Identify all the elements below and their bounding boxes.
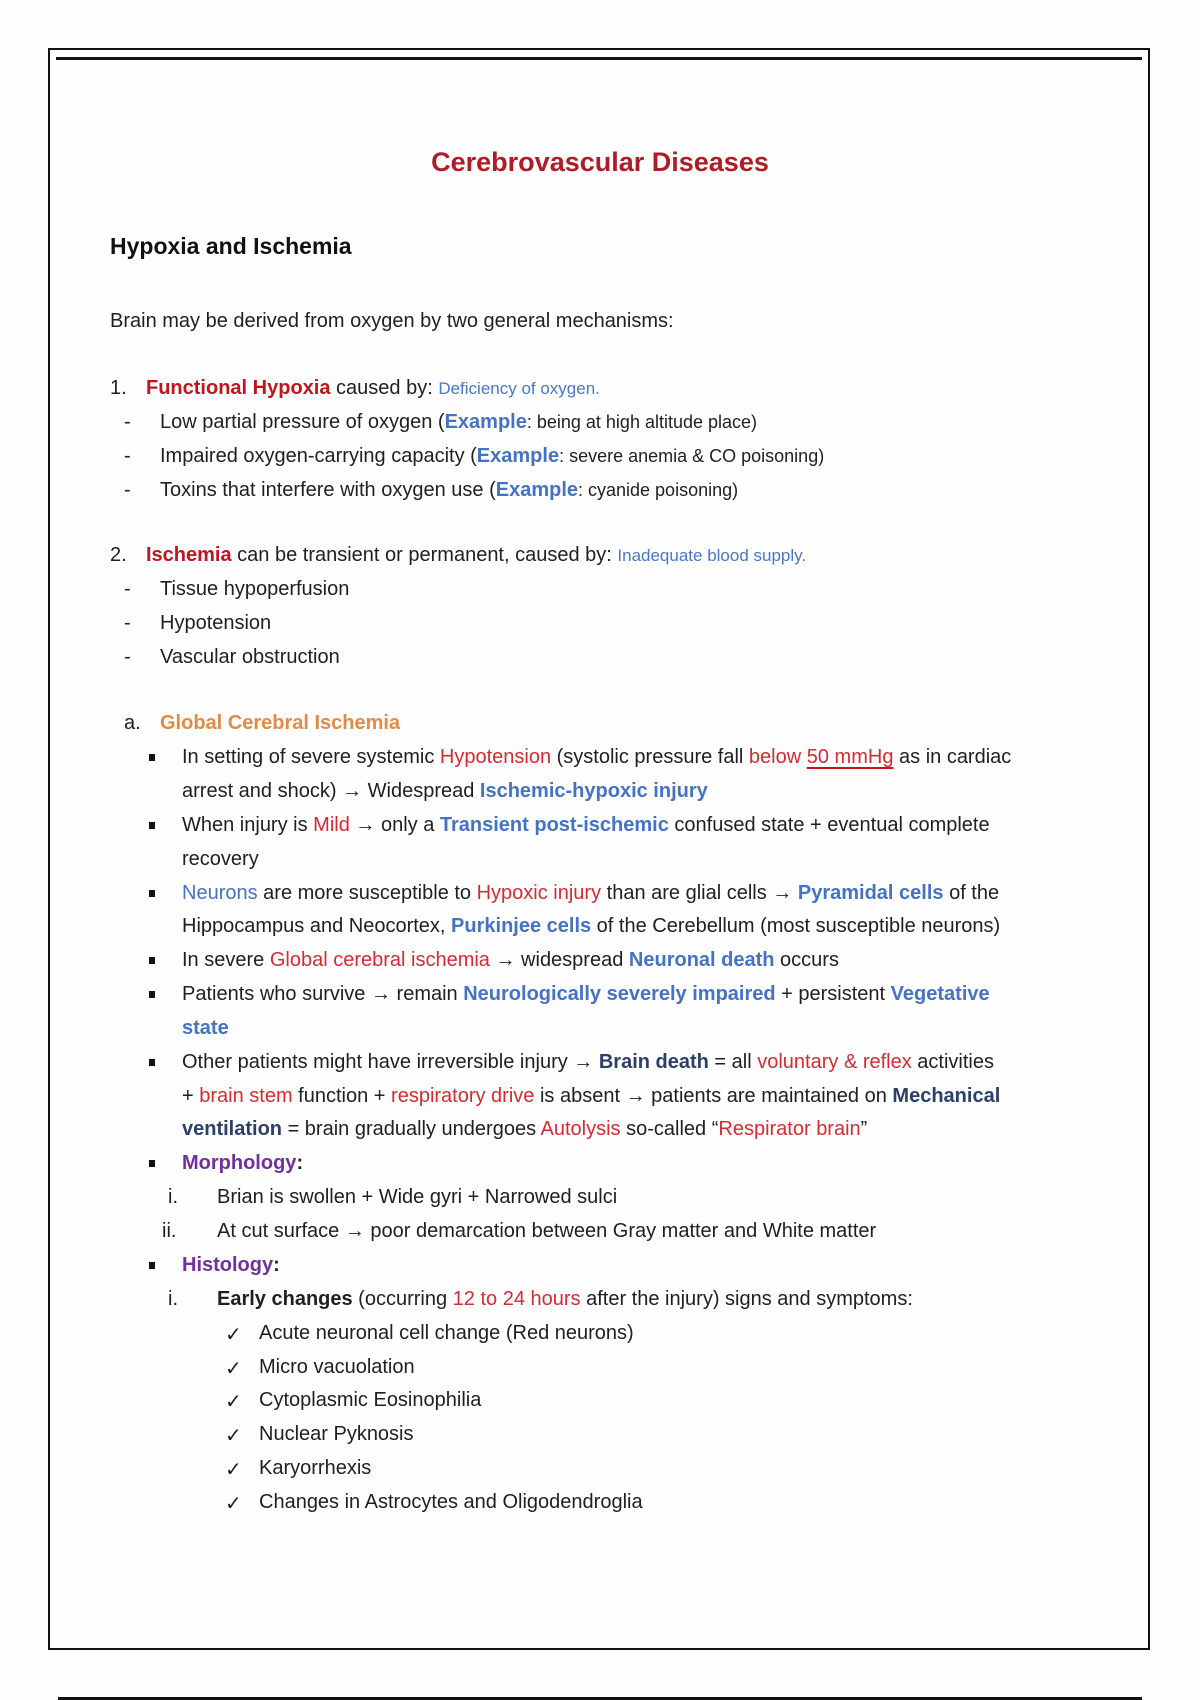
dash-marker: -: [124, 445, 131, 467]
check-icon: ✓: [225, 1358, 242, 1380]
text: (systolic pressure fall: [551, 746, 749, 768]
term-pyramidal-cells: Pyramidal cells: [797, 882, 944, 904]
note-text: Deficiency of oxygen.: [438, 379, 600, 398]
dash-marker: -: [124, 612, 131, 634]
text: = brain gradually undergoes: [282, 1118, 541, 1140]
text: of the: [943, 882, 1000, 904]
check-icon: ✓: [225, 1425, 242, 1447]
term-hypotension: Hypotension: [439, 746, 552, 768]
bullet-line: [182, 746, 1011, 769]
text: When injury is: [182, 814, 314, 836]
text: Patients who survive → remain: [182, 983, 464, 1005]
term-brain-stem: brain stem: [199, 1085, 293, 1107]
term-transient-post-ischemic: Transient post-ischemic: [439, 814, 669, 836]
text: → only a: [349, 814, 440, 836]
bullet-line-cont: [182, 1085, 1000, 1108]
text: +: [182, 1085, 200, 1107]
term-purkinjee-cells: Purkinjee cells: [451, 915, 592, 937]
dash-marker: -: [124, 578, 131, 600]
colon: :: [273, 1254, 280, 1276]
check-icon: ✓: [225, 1391, 242, 1413]
text: arrest and shock) → Widespread: [182, 780, 480, 802]
page-top-rule: [56, 57, 1142, 60]
bullet-line-cont: [182, 915, 1000, 938]
early-changes-label: Early changes: [217, 1288, 353, 1310]
example-text: : being at high altitude place): [526, 412, 758, 432]
bullet-line-cont: [182, 1118, 867, 1141]
sub-item: [160, 445, 824, 468]
text: + persistent: [775, 983, 891, 1005]
example-label: Example: [476, 445, 560, 467]
term-voluntary-reflex: voluntary & reflex: [757, 1051, 912, 1073]
check-item: Changes in Astrocytes and Oligodendroglia: [259, 1491, 643, 1513]
bullet-square: [149, 1262, 155, 1269]
bullet-line-cont: recovery: [182, 848, 259, 870]
document-title: Cerebrovascular Diseases: [431, 147, 769, 177]
check-icon: ✓: [225, 1493, 242, 1515]
bullet-square: [149, 754, 155, 761]
item-text: caused by:: [330, 377, 439, 399]
term-neurons: Neurons: [182, 882, 258, 904]
term-neurologically-impaired: Neurologically severely impaired: [463, 983, 776, 1005]
term-neuronal-death: Neuronal death: [628, 949, 775, 971]
sub-letter-a: a.: [124, 712, 141, 734]
term-50mmhg: 50 mmHg: [806, 746, 894, 768]
colon: :: [296, 1152, 304, 1174]
term-ischemic-hypoxic-injury: Ischemic-hypoxic injury: [479, 780, 708, 802]
bullet-line-cont: state: [182, 1017, 229, 1039]
bullet-line: [182, 814, 990, 837]
bullet-line: [182, 882, 999, 905]
term-hours: 12 to 24 hours: [452, 1288, 581, 1310]
sub-item: [160, 411, 757, 434]
check-item: Karyorrhexis: [259, 1457, 372, 1479]
text: of the Cerebellum (most susceptible neurons): [591, 915, 1001, 937]
roman-marker: i.: [168, 1186, 178, 1208]
dash-marker: -: [124, 479, 131, 501]
morphology-item: Brian is swollen + Wide gyri + Narrowed sulci: [217, 1186, 618, 1208]
text: is absent → patients are maintained on: [534, 1085, 893, 1107]
bullet-square: [149, 957, 155, 964]
text: occurs: [774, 949, 839, 971]
text: function +: [292, 1085, 392, 1107]
histology-label: Histology: [182, 1254, 274, 1276]
term-respirator-brain: Respirator brain: [718, 1118, 861, 1140]
text: In setting of severe systemic: [182, 746, 440, 768]
term-ischemia: Ischemia: [146, 544, 232, 566]
item-text: can be transient or permanent, caused by:: [231, 544, 618, 566]
term-vegetative: Vegetative: [890, 983, 990, 1005]
check-item: Nuclear Pyknosis: [259, 1423, 414, 1445]
example-text: : severe anemia & CO poisoning): [559, 446, 825, 466]
early-changes-line: [217, 1288, 913, 1311]
term-brain-death: Brain death: [598, 1051, 709, 1073]
example-label: Example: [495, 479, 578, 501]
text: than are glial cells →: [601, 882, 798, 904]
histology-heading: [182, 1254, 280, 1277]
intro-text: Brain may be derived from oxygen by two general mechanisms:: [110, 310, 674, 332]
sub-text: Toxins that interfere with oxygen use (: [160, 479, 496, 501]
roman-marker: i.: [168, 1288, 178, 1310]
sub-item: Vascular obstruction: [160, 646, 340, 668]
dash-marker: -: [124, 646, 131, 668]
morphology-item: At cut surface → poor demarcation between Gray matter and White matter: [217, 1220, 877, 1242]
sub-item: Hypotension: [160, 612, 272, 634]
text: as in cardiac: [893, 746, 1012, 768]
text: Hippocampus and Neocortex,: [182, 915, 452, 937]
bullet-square: [149, 991, 155, 998]
text: → widespread: [489, 949, 629, 971]
check-icon: ✓: [225, 1324, 242, 1346]
text: ”: [860, 1118, 868, 1140]
example-label: Example: [444, 411, 527, 433]
morphology-label: Morphology: [182, 1152, 297, 1174]
check-item: Cytoplasmic Eosinophilia: [259, 1389, 482, 1411]
bullet-line-cont: [182, 780, 708, 803]
bullet-square: [149, 1059, 155, 1066]
term-ventilation: ventilation: [182, 1118, 283, 1140]
section-heading: Hypoxia and Ischemia: [110, 233, 352, 259]
sub-text: Impaired oxygen-carrying capacity (: [160, 445, 477, 467]
term-global-cerebral-ischemia: Global cerebral ischemia: [269, 949, 490, 971]
sub-item: Tissue hypoperfusion: [160, 578, 350, 600]
bullet-square: [149, 1160, 155, 1167]
check-item: Acute neuronal cell change (Red neurons): [259, 1322, 634, 1344]
list-item-functional-hypoxia: [146, 377, 600, 400]
text: are more susceptible to: [257, 882, 477, 904]
global-ischemia-heading: Global Cerebral Ischemia: [160, 712, 401, 734]
text: so-called “: [620, 1118, 719, 1140]
morphology-heading: [182, 1152, 303, 1175]
text: In severe: [182, 949, 270, 971]
term-below: below: [748, 746, 802, 768]
check-icon: ✓: [225, 1459, 242, 1481]
bullet-line: [182, 1051, 994, 1074]
list-number-1: 1.: [110, 377, 127, 399]
bullet-line: [182, 949, 839, 972]
term-mild: Mild: [313, 814, 350, 836]
term-autolysis: Autolysis: [540, 1118, 621, 1140]
text: after the injury) signs and symptoms:: [580, 1288, 913, 1310]
bullet-square: [149, 822, 155, 829]
example-text: : cyanide poisoning): [578, 480, 739, 500]
check-item: Micro vacuolation: [259, 1356, 415, 1378]
list-item-ischemia: [146, 544, 806, 567]
dash-marker: -: [124, 411, 131, 433]
note-text: Inadequate blood supply.: [617, 546, 807, 565]
text: (occurring: [352, 1288, 453, 1310]
term-functional-hypoxia: Functional Hypoxia: [146, 377, 331, 399]
text: activities: [911, 1051, 994, 1073]
list-number-2: 2.: [110, 544, 127, 566]
text: Other patients might have irreversible injury →: [182, 1051, 599, 1073]
term-mechanical: Mechanical: [892, 1085, 1001, 1107]
sub-item: [160, 479, 738, 502]
sub-text: Low partial pressure of oxygen (: [160, 411, 445, 433]
term-respiratory-drive: respiratory drive: [391, 1085, 535, 1107]
term-hypoxic-injury: Hypoxic injury: [476, 882, 602, 904]
bullet-square: [149, 890, 155, 897]
roman-marker: ii.: [162, 1220, 177, 1242]
text: = all: [708, 1051, 758, 1073]
bullet-line: [182, 983, 990, 1006]
text: confused state + eventual complete: [668, 814, 990, 836]
